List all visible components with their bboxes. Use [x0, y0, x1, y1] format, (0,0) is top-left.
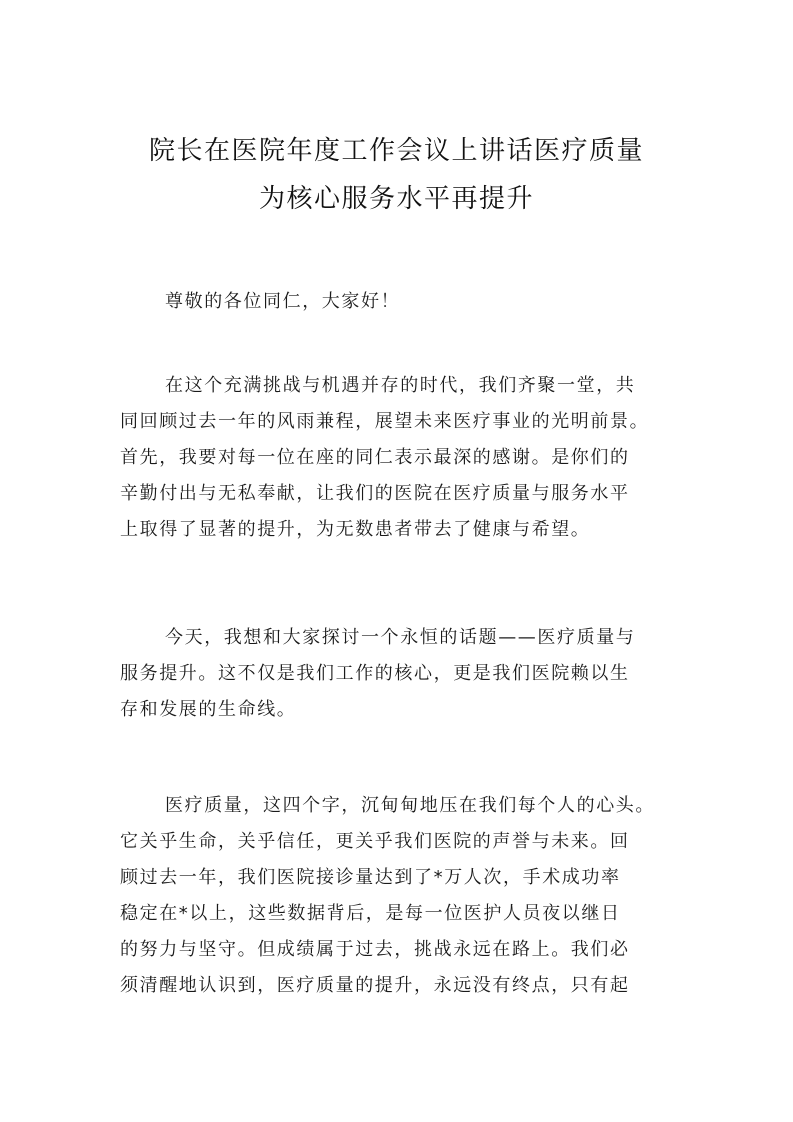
paragraph-line: 它关乎生命，关乎信任，更关乎我们医院的声誉与未来。回 [120, 831, 630, 852]
paragraph-line: 在这个充满挑战与机遇并存的时代，我们齐聚一堂，共 [165, 375, 636, 396]
paragraph-line: 顾过去一年，我们医院接诊量达到了*万人次，手术成功率 [120, 867, 621, 888]
paragraph-line: 同回顾过去一年的风雨兼程，展望未来医疗事业的光明前景。 [120, 411, 650, 432]
greeting: 尊敬的各位同仁，大家好！ [165, 291, 401, 312]
paragraph-line: 的努力与坚守。但成绩属于过去，挑战永远在路上。我们必 [120, 939, 630, 960]
paragraph-line: 存和发展的生命线。 [120, 699, 297, 720]
paragraph-line: 今天，我想和大家探讨一个永恒的话题——医疗质量与 [165, 627, 636, 648]
document-title-line-2: 为核心服务水平再提升 [258, 184, 534, 214]
paragraph-line: 稳定在*以上，这些数据背后，是每一位医护人员夜以继日 [120, 903, 621, 924]
paragraph-line: 辛勤付出与无私奉献，让我们的医院在医疗质量与服务水平 [120, 483, 630, 504]
document-title-line-1: 院长在医院年度工作会议上讲话医疗质量 [148, 136, 644, 166]
paragraph-line: 须清醒地认识到，医疗质量的提升，永远没有终点，只有起 [120, 975, 630, 996]
paragraph-line: 服务提升。这不仅是我们工作的核心，更是我们医院赖以生 [120, 663, 630, 684]
paragraph-line: 医疗质量，这四个字，沉甸甸地压在我们每个人的心头。 [165, 795, 655, 816]
paragraph-line: 上取得了显著的提升，为无数患者带去了健康与希望。 [120, 519, 591, 540]
paragraph-line: 首先，我要对每一位在座的同仁表示最深的感谢。是你们的 [120, 447, 630, 468]
